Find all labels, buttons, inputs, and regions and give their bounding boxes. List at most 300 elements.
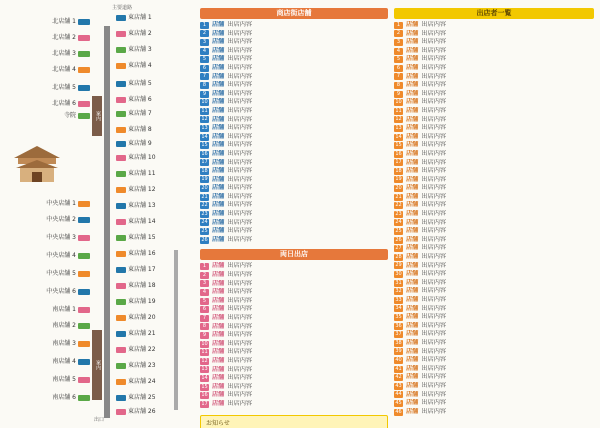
list-item — [200, 133, 388, 142]
list-item — [200, 98, 388, 107]
item-name: 店舗 — [406, 46, 419, 54]
item-number-badge: 19 — [395, 176, 402, 183]
item-number-badge: 22 — [395, 202, 402, 209]
shop-marker-icon — [116, 363, 126, 369]
item-description: 出店内容 — [227, 46, 253, 54]
item-description: 出店内容 — [227, 149, 253, 157]
item-number-badge: 15 — [201, 142, 208, 149]
item-name: 店舗 — [406, 373, 419, 381]
item-name: 店舗 — [212, 124, 225, 132]
item-number-badge: 39 — [395, 348, 402, 355]
item-name: 店舗 — [406, 338, 419, 346]
item-name: 店舗 — [212, 201, 225, 209]
shop-marker-icon — [78, 19, 90, 25]
item-description: 出店内容 — [421, 38, 447, 46]
map-shop-label: 東店舗 23 — [128, 362, 156, 369]
item-name: 店舗 — [212, 227, 225, 235]
item-description: 出店内容 — [421, 98, 447, 106]
item-description: 出店内容 — [227, 218, 253, 226]
list-item — [394, 64, 594, 73]
list-item — [394, 159, 594, 168]
map-shop — [116, 394, 196, 401]
item-description: 出店内容 — [227, 158, 253, 166]
map-shop-label: 東店舗 8 — [128, 126, 152, 133]
shop-marker-icon — [78, 217, 90, 223]
map-shop-label: 東店舗 25 — [128, 394, 156, 401]
list-item — [200, 280, 388, 289]
map-shop — [2, 340, 90, 347]
map-shop — [2, 34, 90, 41]
item-description: 出店内容 — [421, 132, 447, 140]
item-number-badge: 16 — [201, 150, 208, 157]
map-shop — [116, 408, 196, 415]
map-shop-label: 東店舗 17 — [128, 266, 156, 273]
item-name: 店舗 — [406, 244, 419, 252]
item-description: 出店内容 — [421, 278, 447, 286]
item-description: 出店内容 — [421, 124, 447, 132]
item-name: 店舗 — [212, 356, 225, 364]
item-name: 店舗 — [212, 314, 225, 321]
list-item — [394, 330, 594, 339]
item-name: 店舗 — [406, 132, 419, 140]
list-item — [394, 296, 594, 305]
item-name: 店舗 — [406, 38, 419, 46]
shop-marker-icon — [78, 377, 90, 383]
shop-marker-icon — [116, 315, 126, 321]
item-description: 出店内容 — [227, 314, 253, 321]
list-item — [394, 150, 594, 159]
map-shop-label: 東店舗 9 — [128, 140, 152, 147]
item-description: 出店内容 — [421, 390, 447, 398]
item-number-badge: 6 — [200, 65, 209, 72]
item-number-badge: 14 — [395, 133, 402, 140]
item-name: 店舗 — [406, 296, 419, 303]
item-number-badge: 12 — [201, 116, 208, 123]
item-number-badge: 11 — [201, 107, 208, 114]
shop-marker-icon — [116, 409, 126, 415]
item-name: 店舗 — [406, 227, 419, 235]
item-description: 出店内容 — [421, 253, 447, 261]
item-description: 出店内容 — [227, 382, 253, 390]
map-shop — [2, 112, 90, 119]
item-number-badge: 3 — [200, 280, 209, 287]
item-name: 店舗 — [406, 356, 419, 364]
item-description: 出店内容 — [227, 399, 253, 407]
map-band-top: 案内 — [92, 96, 102, 136]
map-shop — [2, 216, 90, 223]
item-description: 出店内容 — [421, 261, 447, 269]
item-number-badge: 42 — [395, 374, 402, 381]
item-name: 店舗 — [406, 149, 419, 157]
item-name: 店舗 — [406, 407, 419, 415]
item-description: 出店内容 — [227, 192, 253, 200]
map-shop — [116, 282, 196, 289]
item-number-badge: 13 — [201, 124, 208, 131]
list-item — [200, 90, 388, 99]
map-shop — [116, 96, 196, 103]
list-item — [394, 365, 594, 374]
map-shop-label: 北店舗 1 — [52, 18, 76, 25]
list-item — [200, 219, 388, 228]
item-description: 出店内容 — [227, 305, 253, 313]
map-shop-label: 北店舗 2 — [52, 34, 76, 41]
list-item — [394, 382, 594, 391]
item-name: 店舗 — [406, 167, 419, 175]
item-number-badge: 18 — [395, 167, 402, 174]
item-name: 店舗 — [212, 391, 225, 399]
item-description: 出店内容 — [421, 356, 447, 364]
item-description: 出店内容 — [227, 63, 253, 71]
map-shop — [116, 362, 196, 369]
list-item — [394, 47, 594, 56]
item-description: 出店内容 — [421, 201, 447, 209]
list-item — [200, 167, 388, 176]
map-shop-label: 南店舗 5 — [52, 376, 76, 383]
item-name: 店舗 — [406, 201, 419, 209]
item-description: 出店内容 — [421, 330, 447, 338]
item-description: 出店内容 — [421, 296, 447, 303]
item-number-badge: 6 — [394, 65, 403, 72]
item-number-badge: 12 — [201, 357, 208, 364]
shop-marker-icon — [78, 253, 90, 259]
list-item — [200, 383, 388, 392]
item-number-badge: 40 — [395, 356, 402, 363]
item-name: 店舗 — [212, 115, 225, 123]
item-name: 店舗 — [212, 55, 225, 63]
map-bottom-label: 出口 — [94, 417, 105, 423]
list-item — [200, 323, 388, 332]
map-shop — [116, 234, 196, 241]
list-item — [394, 279, 594, 288]
item-number-badge: 27 — [395, 245, 402, 252]
shop-marker-icon — [116, 267, 126, 273]
item-number-badge: 1 — [394, 22, 403, 29]
item-description: 出店内容 — [227, 124, 253, 132]
map-shop-label: 東店舗 16 — [128, 250, 156, 257]
list-item — [200, 288, 388, 297]
list-item — [394, 348, 594, 357]
map-shop — [116, 346, 196, 353]
shop-marker-icon — [116, 395, 126, 401]
map-shop — [2, 376, 90, 383]
item-name: 店舗 — [406, 270, 419, 278]
item-name: 店舗 — [212, 192, 225, 200]
item-number-badge: 19 — [201, 176, 208, 183]
list-item — [394, 408, 594, 417]
map-shop-label: 南店舗 2 — [52, 322, 76, 329]
item-description: 出店内容 — [421, 321, 447, 329]
item-description: 出店内容 — [227, 296, 253, 304]
list-item — [394, 133, 594, 142]
item-description: 出店内容 — [227, 184, 253, 192]
item-name: 店舗 — [406, 21, 419, 28]
item-description: 出店内容 — [421, 210, 447, 218]
item-name: 店舗 — [212, 141, 225, 149]
right-title: 出店者一覧 — [394, 8, 594, 19]
item-name: 店舗 — [212, 38, 225, 46]
item-description: 出店内容 — [227, 210, 253, 218]
item-name: 店舗 — [406, 278, 419, 286]
map-shop — [116, 250, 196, 257]
item-name: 店舗 — [212, 382, 225, 390]
item-name: 店舗 — [212, 210, 225, 218]
item-description: 出店内容 — [421, 89, 447, 97]
item-number-badge: 32 — [395, 288, 402, 295]
item-name: 店舗 — [406, 81, 419, 89]
map-shop — [2, 394, 90, 401]
map-shop-label: 南店舗 4 — [52, 358, 76, 365]
list-item — [200, 227, 388, 236]
map-shop-label: 東店舗 6 — [128, 96, 152, 103]
item-name: 店舗 — [406, 313, 419, 321]
map-shop-label: 東店舗 7 — [128, 110, 152, 117]
list-item — [200, 262, 388, 271]
item-number-badge: 2 — [394, 30, 403, 37]
shop-marker-icon — [116, 155, 126, 161]
item-description: 出店内容 — [421, 81, 447, 89]
shop-marker-icon — [116, 347, 126, 353]
item-name: 店舗 — [406, 115, 419, 123]
list-item — [200, 159, 388, 168]
map-shop — [2, 234, 90, 241]
item-description: 出店内容 — [421, 287, 447, 295]
map-shop — [2, 288, 90, 295]
item-description: 出店内容 — [421, 149, 447, 157]
item-description: 出店内容 — [421, 244, 447, 252]
item-description: 出店内容 — [227, 201, 253, 209]
item-description: 出店内容 — [227, 391, 253, 399]
right-list — [394, 21, 594, 416]
list-item — [200, 271, 388, 280]
list-item — [200, 210, 388, 219]
shop-marker-icon — [116, 81, 126, 87]
item-number-badge: 2 — [200, 30, 209, 37]
item-description: 出店内容 — [227, 356, 253, 364]
item-description: 出店内容 — [421, 227, 447, 235]
item-number-badge: 25 — [201, 228, 208, 235]
map-shop-label: 南店舗 6 — [52, 394, 76, 401]
item-number-badge: 6 — [200, 306, 209, 313]
list-item — [394, 236, 594, 245]
map-shop-label: 東店舗 15 — [128, 234, 156, 241]
list-item — [200, 331, 388, 340]
list-item — [200, 340, 388, 349]
item-description: 出店内容 — [227, 288, 253, 296]
map-shop-label: 寺院 — [63, 112, 76, 119]
item-number-badge: 29 — [395, 262, 402, 269]
shop-marker-icon — [116, 331, 126, 337]
item-number-badge: 25 — [395, 228, 402, 235]
item-number-badge: 1 — [200, 22, 209, 29]
map-shop-label: 北店舗 5 — [52, 84, 76, 91]
item-name: 店舗 — [406, 89, 419, 97]
item-description: 出店内容 — [421, 55, 447, 63]
info-note: お知らせ — [200, 415, 388, 428]
item-name: 店舗 — [212, 98, 225, 106]
map-shop-label: 北店舗 4 — [52, 66, 76, 73]
item-description: 出店内容 — [421, 381, 447, 389]
shop-marker-icon — [116, 379, 126, 385]
item-description: 出店内容 — [227, 55, 253, 63]
item-number-badge: 26 — [395, 236, 402, 243]
list-item — [394, 305, 594, 314]
item-description: 出店内容 — [421, 46, 447, 54]
map-shop-label: 中央店舗 5 — [46, 270, 76, 277]
list-item — [200, 64, 388, 73]
item-description: 出店内容 — [421, 347, 447, 355]
list-item — [200, 236, 388, 245]
shop-marker-icon — [78, 85, 90, 91]
item-number-badge: 24 — [201, 219, 208, 226]
list-item — [394, 116, 594, 125]
item-name: 店舗 — [212, 184, 225, 192]
item-name: 店舗 — [212, 106, 225, 114]
item-number-badge: 13 — [201, 366, 208, 373]
item-number-badge: 10 — [395, 99, 402, 106]
list-item — [394, 81, 594, 90]
map-shop — [116, 110, 196, 117]
map-shop — [116, 46, 196, 53]
list-item — [394, 107, 594, 116]
item-number-badge: 22 — [201, 202, 208, 209]
shop-marker-icon — [78, 395, 90, 401]
item-number-badge: 4 — [200, 289, 209, 296]
temple-icon — [10, 144, 64, 184]
item-number-badge: 8 — [200, 323, 209, 330]
map-shop — [116, 186, 196, 193]
item-name: 店舗 — [212, 322, 225, 330]
item-description: 出店内容 — [421, 270, 447, 278]
list-item — [394, 55, 594, 64]
item-description: 出店内容 — [227, 322, 253, 330]
item-number-badge: 43 — [395, 382, 402, 389]
list-item — [200, 73, 388, 82]
item-name: 店舗 — [406, 210, 419, 218]
map-shop — [116, 140, 196, 147]
map-shop — [116, 314, 196, 321]
list-item — [394, 356, 594, 365]
item-number-badge: 34 — [395, 305, 402, 312]
item-number-badge: 36 — [395, 322, 402, 329]
shop-marker-icon — [78, 341, 90, 347]
item-name: 店舗 — [212, 305, 225, 313]
item-name: 店舗 — [406, 381, 419, 389]
item-name: 店舗 — [406, 175, 419, 183]
item-name: 店舗 — [406, 106, 419, 114]
item-name: 店舗 — [212, 365, 225, 373]
list-item — [394, 287, 594, 296]
item-name: 店舗 — [406, 141, 419, 149]
map-shop — [116, 298, 196, 305]
list-item — [394, 391, 594, 400]
map-shop — [2, 66, 90, 73]
item-name: 店舗 — [212, 72, 225, 80]
item-number-badge: 46 — [395, 408, 402, 415]
map-shop-label: 中央店舗 2 — [46, 216, 76, 223]
item-description: 出店内容 — [421, 115, 447, 123]
map-shop-label: 東店舗 19 — [128, 298, 156, 305]
map-shop — [2, 358, 90, 365]
list-item — [394, 399, 594, 408]
item-description: 出店内容 — [421, 313, 447, 321]
item-name: 店舗 — [406, 218, 419, 226]
map-shop-label: 東店舗 22 — [128, 346, 156, 353]
item-number-badge: 9 — [200, 91, 209, 98]
item-description: 出店内容 — [227, 331, 253, 339]
map-shop-label: 東店舗 3 — [128, 46, 152, 53]
item-number-badge: 17 — [201, 400, 208, 407]
item-number-badge: 30 — [395, 271, 402, 278]
list-item — [394, 184, 594, 193]
item-name: 店舗 — [406, 364, 419, 372]
item-number-badge: 21 — [395, 193, 402, 200]
map-shop-label: 中央店舗 1 — [46, 200, 76, 207]
map-shop-label: 東店舗 24 — [128, 378, 156, 385]
item-description: 出店内容 — [421, 141, 447, 149]
item-description: 出店内容 — [227, 81, 253, 89]
item-number-badge: 17 — [395, 159, 402, 166]
item-name: 店舗 — [212, 81, 225, 89]
shop-marker-icon — [78, 67, 90, 73]
item-name: 店舗 — [212, 175, 225, 183]
list-item — [200, 400, 388, 409]
map-shop — [2, 84, 90, 91]
list-item — [200, 38, 388, 47]
item-number-badge: 4 — [200, 48, 209, 55]
item-name: 店舗 — [406, 253, 419, 261]
item-number-badge: 7 — [200, 73, 209, 80]
list-item — [394, 141, 594, 150]
item-name: 店舗 — [406, 287, 419, 295]
item-description: 出店内容 — [421, 21, 447, 28]
item-description: 出店内容 — [227, 279, 253, 287]
item-number-badge: 37 — [395, 331, 402, 338]
item-name: 店舗 — [212, 339, 225, 347]
item-description: 出店内容 — [227, 98, 253, 106]
shop-marker-icon — [78, 323, 90, 329]
map-shop — [116, 378, 196, 385]
item-name: 店舗 — [212, 63, 225, 71]
list-item — [394, 90, 594, 99]
item-name: 店舗 — [212, 235, 225, 243]
item-number-badge: 1 — [200, 263, 209, 270]
item-number-badge: 8 — [200, 82, 209, 89]
map-shop-label: 東店舗 21 — [128, 330, 156, 337]
item-name: 店舗 — [212, 279, 225, 287]
item-number-badge: 7 — [394, 73, 403, 80]
item-description: 出店内容 — [421, 106, 447, 114]
list-item — [200, 374, 388, 383]
shop-marker-icon — [116, 141, 126, 147]
item-name: 店舗 — [406, 261, 419, 269]
shop-marker-icon — [78, 271, 90, 277]
item-description: 出店内容 — [421, 407, 447, 415]
item-description: 出店内容 — [227, 262, 253, 270]
item-name: 店舗 — [212, 296, 225, 304]
map-shop — [2, 322, 90, 329]
item-description: 出店内容 — [421, 338, 447, 346]
item-number-badge: 13 — [395, 124, 402, 131]
item-name: 店舗 — [212, 158, 225, 166]
list-item — [394, 227, 594, 236]
shop-marker-icon — [78, 307, 90, 313]
item-name: 店舗 — [406, 55, 419, 63]
map-shop-label: 中央店舗 4 — [46, 252, 76, 259]
item-name: 店舗 — [212, 262, 225, 270]
item-number-badge: 28 — [395, 253, 402, 260]
item-description: 出店内容 — [227, 365, 253, 373]
list-item — [200, 116, 388, 125]
